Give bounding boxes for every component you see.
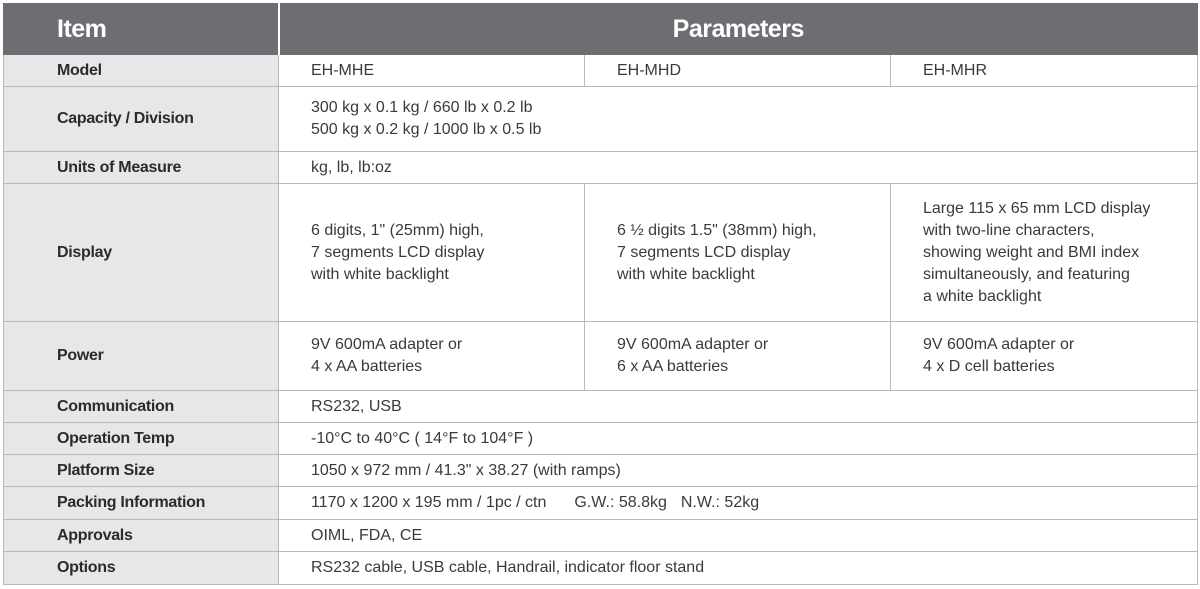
header-item: Item xyxy=(4,4,279,55)
power-eh-mhe xyxy=(279,322,585,391)
row-packing xyxy=(4,487,1198,520)
communication-value: RS232, USB xyxy=(279,391,1198,423)
row-model xyxy=(4,55,1198,87)
packing-dims: 1170 x 1200 x 195 mm / 1pc / ctn xyxy=(311,494,547,511)
display-mhr-line-1: Large 115 x 65 mm LCD display xyxy=(923,199,1151,217)
capacity-value xyxy=(279,87,1198,152)
header-row xyxy=(4,4,1198,55)
display-mhe-line-2: 7 segments LCD display xyxy=(311,243,485,261)
label-packing: Packing Information xyxy=(4,487,279,520)
label-approvals: Approvals xyxy=(4,520,279,552)
label-power: Power xyxy=(4,322,279,391)
power-eh-mhr xyxy=(891,322,1198,391)
packing-net-weight: N.W.: 52kg xyxy=(680,494,760,511)
power-mhd-line-1: 9V 600mA adapter or xyxy=(617,336,769,353)
model-eh-mhd: EH-MHD xyxy=(585,55,891,87)
label-model: Model xyxy=(4,55,279,87)
row-options xyxy=(4,552,1198,585)
display-mhr-line-5: a white backlight xyxy=(923,287,1042,305)
row-operation-temp xyxy=(4,423,1198,455)
display-eh-mhr xyxy=(891,184,1198,322)
model-eh-mhe: EH-MHE xyxy=(279,55,585,87)
power-mhe-line-1: 9V 600mA adapter or xyxy=(311,336,463,353)
row-approvals xyxy=(4,520,1198,552)
platform-size-value: 1050 x 972 mm / 41.3" x 38.27 (with ramps) xyxy=(279,455,1198,487)
display-eh-mhe xyxy=(279,184,585,322)
power-mhe-line-2: 4 x AA batteries xyxy=(311,358,423,375)
operation-temp-value: -10°C to 40°C ( 14°F to 104°F ) xyxy=(279,423,1198,455)
display-mhr-line-2: with two-line characters, xyxy=(923,221,1095,239)
display-mhe-line-1: 6 digits, 1" (25mm) high, xyxy=(311,221,484,239)
spec-table xyxy=(3,3,1198,585)
power-mhr-line-2: 4 x D cell batteries xyxy=(923,358,1055,375)
display-mhr-line-3: showing weight and BMI index xyxy=(923,243,1140,261)
display-mhd-line-2: 7 segments LCD display xyxy=(617,243,791,261)
model-eh-mhr: EH-MHR xyxy=(891,55,1198,87)
capacity-line-2: 500 kg x 0.2 kg / 1000 lb x 0.5 lb xyxy=(311,121,542,138)
packing-value xyxy=(279,487,1198,520)
label-operation-temp: Operation Temp xyxy=(4,423,279,455)
label-communication: Communication xyxy=(4,391,279,423)
power-eh-mhd xyxy=(585,322,891,391)
display-eh-mhd xyxy=(585,184,891,322)
units-value: kg, lb, lb:oz xyxy=(279,152,1198,184)
label-platform-size: Platform Size xyxy=(4,455,279,487)
label-display: Display xyxy=(4,184,279,322)
approvals-value: OIML, FDA, CE xyxy=(279,520,1198,552)
capacity-line-1: 300 kg x 0.1 kg / 660 lb x 0.2 lb xyxy=(311,99,533,116)
display-mhd-line-1: 6 ½ digits 1.5" (38mm) high, xyxy=(617,221,817,239)
options-value: RS232 cable, USB cable, Handrail, indicator floor stand xyxy=(279,552,1198,585)
power-mhd-line-2: 6 x AA batteries xyxy=(617,358,729,375)
packing-gross-weight: G.W.: 58.8kg xyxy=(574,494,667,511)
row-platform-size xyxy=(4,455,1198,487)
label-options: Options xyxy=(4,552,279,585)
display-mhr-line-4: simultaneously, and featuring xyxy=(923,265,1130,283)
row-display xyxy=(4,184,1198,322)
label-capacity: Capacity / Division xyxy=(4,87,279,152)
row-power xyxy=(4,322,1198,391)
display-mhe-line-3: with white backlight xyxy=(311,265,449,283)
label-units: Units of Measure xyxy=(4,152,279,184)
power-mhr-line-1: 9V 600mA adapter or xyxy=(923,336,1075,353)
display-mhd-line-3: with white backlight xyxy=(617,265,755,283)
header-parameters: Parameters xyxy=(279,4,1198,55)
row-units xyxy=(4,152,1198,184)
row-communication xyxy=(4,391,1198,423)
row-capacity xyxy=(4,87,1198,152)
